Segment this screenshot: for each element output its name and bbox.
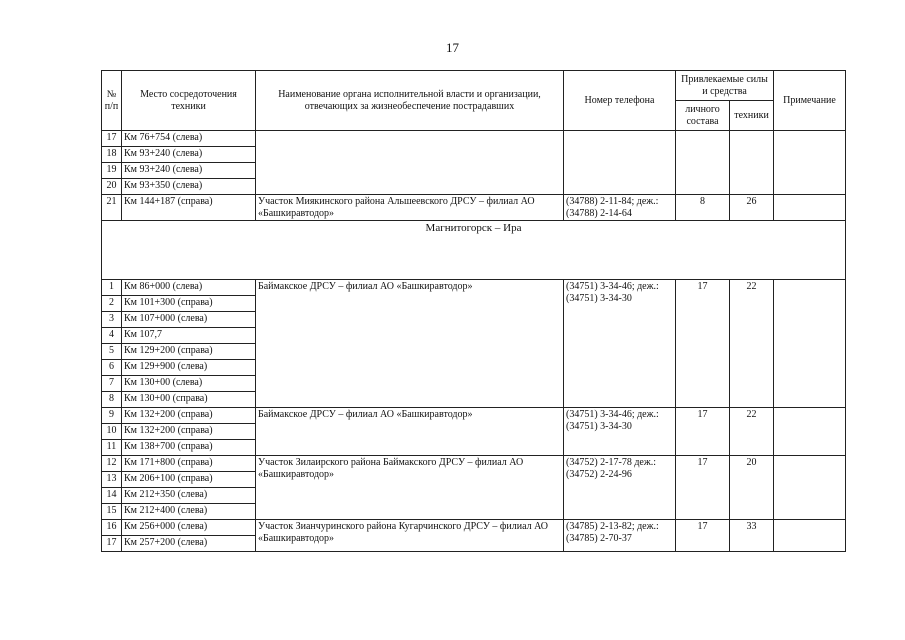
row-num: 13	[102, 472, 122, 488]
row-num: 17	[102, 131, 122, 147]
row-place: Км 101+300 (справа)	[122, 296, 256, 312]
row-personnel: 17	[676, 408, 730, 456]
row-place: Км 93+240 (слева)	[122, 163, 256, 179]
header-num: № п/п	[102, 71, 122, 131]
table-row	[102, 280, 846, 296]
row-num: 2	[102, 296, 122, 312]
row-num: 21	[102, 195, 122, 221]
row-note	[774, 195, 846, 221]
row-place: Км 129+200 (справа)	[122, 344, 256, 360]
row-num: 3	[102, 312, 122, 328]
table-row	[102, 456, 846, 472]
row-num: 8	[102, 392, 122, 408]
row-place: Км 107+000 (слева)	[122, 312, 256, 328]
row-place: Км 93+240 (слева)	[122, 147, 256, 163]
row-place: Км 130+00 (слева)	[122, 376, 256, 392]
row-org: Участок Зилаирского района Баймакского ДРСУ – филиал АО «Башкиравтодор»	[256, 456, 564, 520]
row-equipment	[730, 131, 774, 195]
row-org: Баймакское ДРСУ – филиал АО «Башкиравтодор»	[256, 280, 564, 408]
row-org: Участок Зианчуринского района Кугарчинского ДРСУ – филиал АО «Башкиравтодор»	[256, 520, 564, 552]
row-place: Км 130+00 (справа)	[122, 392, 256, 408]
header-equipment: техники	[730, 101, 774, 131]
row-place: Км 132+200 (справа)	[122, 408, 256, 424]
row-note	[774, 408, 846, 456]
section-title: Магнитогорск – Ира	[102, 221, 846, 280]
row-phone	[564, 131, 676, 195]
row-phone: (34752) 2-17-78 деж.: (34752) 2-24-96	[564, 456, 676, 520]
row-num: 14	[102, 488, 122, 504]
row-equipment: 20	[730, 456, 774, 520]
row-phone: (34785) 2-13-82; деж.: (34785) 2-70-37	[564, 520, 676, 552]
row-personnel: 17	[676, 520, 730, 552]
row-place: Км 129+900 (слева)	[122, 360, 256, 376]
row-num: 5	[102, 344, 122, 360]
header-place: Место сосредоточения техники	[122, 71, 256, 131]
row-place: Км 212+400 (слева)	[122, 504, 256, 520]
row-phone: (34788) 2-11-84; деж.: (34788) 2-14-64	[564, 195, 676, 221]
row-num: 19	[102, 163, 122, 179]
row-org: Участок Миякинского района Альшеевского ДРСУ – филиал АО «Башкиравтодор»	[256, 195, 564, 221]
row-place: Км 86+000 (слева)	[122, 280, 256, 296]
row-org	[256, 131, 564, 195]
row-note	[774, 131, 846, 195]
row-equipment: 26	[730, 195, 774, 221]
row-personnel: 8	[676, 195, 730, 221]
row-place: Км 76+754 (слева)	[122, 131, 256, 147]
row-place: Км 107,7	[122, 328, 256, 344]
row-num: 15	[102, 504, 122, 520]
row-place: Км 206+100 (справа)	[122, 472, 256, 488]
row-num: 4	[102, 328, 122, 344]
row-phone: (34751) 3-34-46; деж.: (34751) 3-34-30	[564, 408, 676, 456]
row-equipment: 22	[730, 280, 774, 408]
equipment-table	[101, 70, 846, 552]
section-row	[102, 221, 846, 280]
row-num: 6	[102, 360, 122, 376]
row-note	[774, 520, 846, 552]
row-phone: (34751) 3-34-46; деж.: (34751) 3-34-30	[564, 280, 676, 408]
row-place: Км 132+200 (справа)	[122, 424, 256, 440]
row-num: 12	[102, 456, 122, 472]
table-body	[102, 131, 846, 552]
table-row	[102, 408, 846, 424]
table-row	[102, 195, 846, 221]
row-personnel: 17	[676, 280, 730, 408]
row-note	[774, 456, 846, 520]
row-num: 7	[102, 376, 122, 392]
row-place: Км 93+350 (слева)	[122, 179, 256, 195]
row-num: 18	[102, 147, 122, 163]
row-place: Км 212+350 (слева)	[122, 488, 256, 504]
header-phone: Номер телефона	[564, 71, 676, 131]
row-num: 17	[102, 536, 122, 552]
row-place: Км 138+700 (справа)	[122, 440, 256, 456]
row-place: Км 256+000 (слева)	[122, 520, 256, 536]
row-place: Км 144+187 (справа)	[122, 195, 256, 221]
row-place: Км 257+200 (слева)	[122, 536, 256, 552]
row-num: 9	[102, 408, 122, 424]
header-note: Примечание	[774, 71, 846, 131]
row-place: Км 171+800 (справа)	[122, 456, 256, 472]
row-personnel: 17	[676, 456, 730, 520]
row-equipment: 33	[730, 520, 774, 552]
row-num: 1	[102, 280, 122, 296]
header-forces: Привлекаемые силы и средства	[676, 71, 774, 101]
page-number: 17	[446, 40, 459, 55]
row-equipment: 22	[730, 408, 774, 456]
row-num: 20	[102, 179, 122, 195]
row-note	[774, 280, 846, 408]
header-personnel: личного состава	[676, 101, 730, 131]
row-num: 16	[102, 520, 122, 536]
row-org: Баймакское ДРСУ – филиал АО «Башкиравтодор»	[256, 408, 564, 456]
row-personnel	[676, 131, 730, 195]
row-num: 10	[102, 424, 122, 440]
row-num: 11	[102, 440, 122, 456]
table-row	[102, 520, 846, 536]
table-row	[102, 131, 846, 147]
header-org: Наименование органа исполнительной власти и организации, отвечающих за жизнеобеспечение пострадавших	[256, 71, 564, 131]
